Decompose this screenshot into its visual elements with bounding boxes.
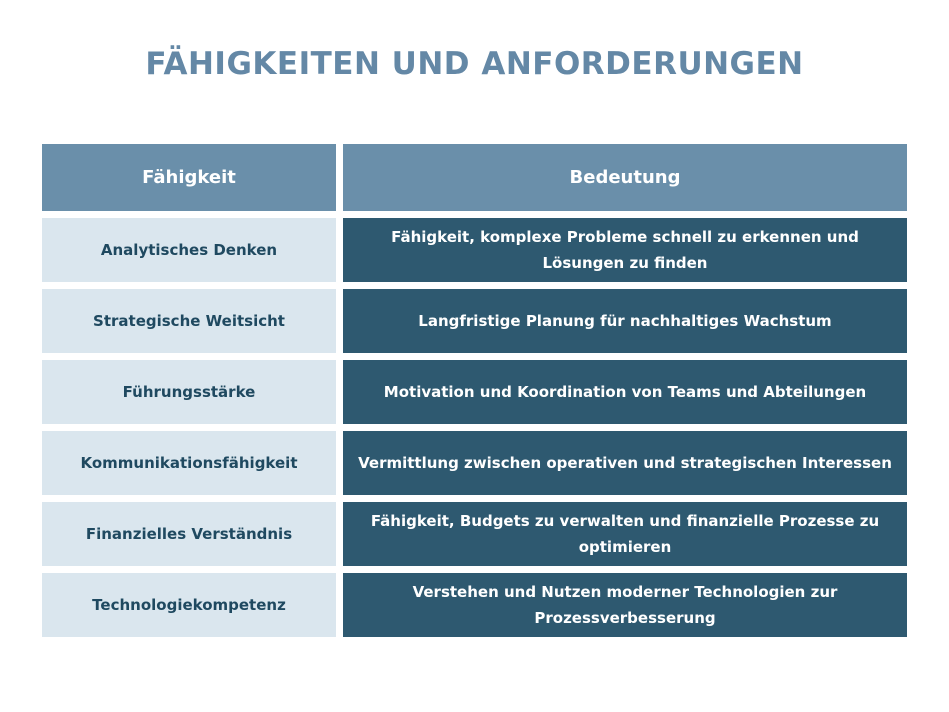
skill-cell: Führungsstärke [42,360,336,424]
meaning-cell: Fähigkeit, Budgets zu verwalten und finanzielle Prozesse zu optimieren [343,502,907,566]
meaning-cell: Fähigkeit, komplexe Probleme schnell zu erkennen und Lösungen zu finden [343,218,907,282]
meaning-cell: Langfristige Planung für nachhaltiges Wachstum [343,289,907,353]
table-row [42,289,907,353]
table-row [42,218,907,282]
meaning-cell: Verstehen und Nutzen moderner Technologien zur Prozessverbesserung [343,573,907,637]
skill-cell: Technologiekompetenz [42,573,336,637]
skills-table [42,144,907,644]
skill-cell: Analytisches Denken [42,218,336,282]
meaning-cell: Motivation und Koordination von Teams und Abteilungen [343,360,907,424]
table-row [42,502,907,566]
table-header-row [42,144,907,211]
page-title: FÄHIGKEITEN UND ANFORDERUNGEN [145,46,804,82]
skill-cell: Finanzielles Verständnis [42,502,336,566]
table-row [42,573,907,637]
skill-cell: Strategische Weitsicht [42,289,336,353]
meaning-cell: Vermittlung zwischen operativen und strategischen Interessen [343,431,907,495]
table-row [42,360,907,424]
header-skill: Fähigkeit [42,144,336,211]
table-row [42,431,907,495]
header-meaning: Bedeutung [343,144,907,211]
skill-cell: Kommunikationsfähigkeit [42,431,336,495]
